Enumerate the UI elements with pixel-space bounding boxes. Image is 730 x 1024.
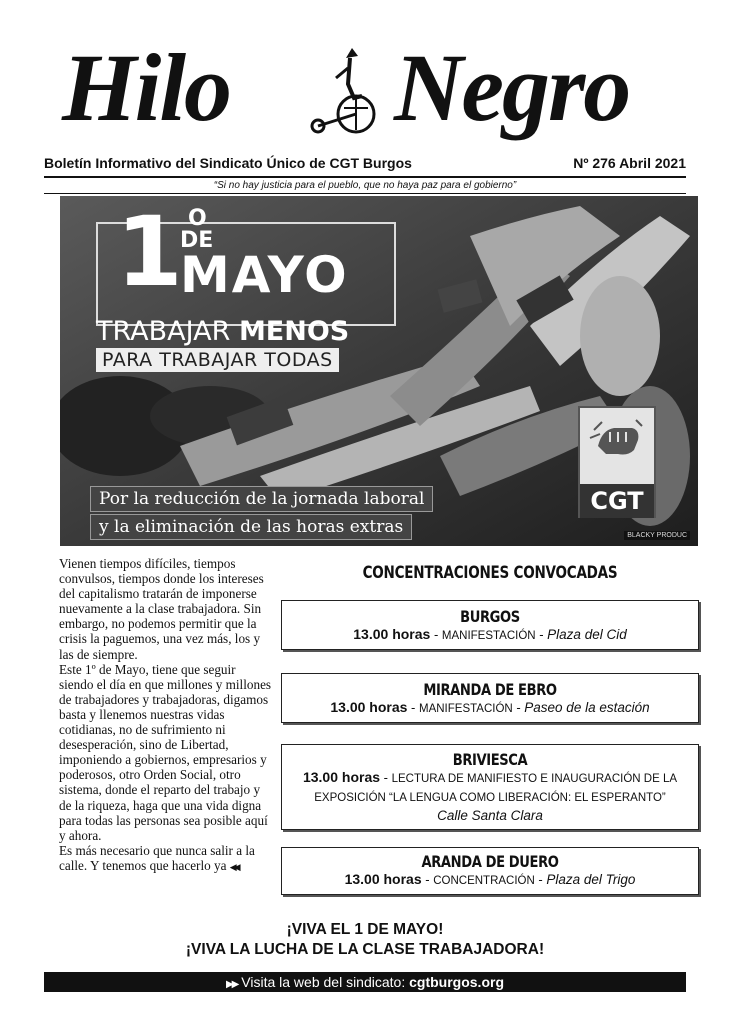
event-briviesca bbox=[281, 744, 699, 830]
event-burgos bbox=[281, 600, 699, 650]
website-link[interactable]: cgtburgos.org bbox=[409, 974, 504, 990]
event-separator: - bbox=[535, 627, 548, 642]
event-kind: CONCENTRACIÓN bbox=[433, 875, 535, 887]
event-miranda-de-ebro bbox=[281, 673, 699, 723]
event-kind: MANIFESTACIÓN bbox=[441, 630, 536, 642]
event-details-2 bbox=[282, 788, 698, 807]
poster-de: DE bbox=[180, 228, 214, 253]
event-place: Paseo de la estación bbox=[524, 700, 650, 715]
event-separator: - bbox=[421, 872, 434, 887]
event-time: 13.00 horas bbox=[330, 699, 408, 715]
masthead bbox=[40, 28, 700, 148]
event-separator: - bbox=[512, 700, 525, 715]
article-paragraph-1: Vienen tiempos difíciles, tiempos convulsos, tiempos donde los intereses del capitalismo tratarán de imponerse nuevamente a la clase trabajadora. Sin embargo, no podemos permitir que la crisis la paguemos, una vez más, los y las de siempre. bbox=[59, 556, 264, 662]
event-details bbox=[282, 769, 698, 788]
footer-bar bbox=[44, 972, 686, 992]
subheader bbox=[44, 155, 686, 177]
cgt-logo-text: CGT bbox=[580, 484, 654, 518]
event-separator: - bbox=[534, 872, 547, 887]
event-separator: - bbox=[430, 627, 442, 642]
event-city: MIRANDA DE EBRO bbox=[423, 680, 557, 699]
event-time: 13.00 horas bbox=[353, 626, 431, 642]
double-arrow-icon: ▶▶ bbox=[225, 979, 238, 990]
event-place: Plaza del Trigo bbox=[546, 872, 636, 887]
event-city: BRIVIESCA bbox=[452, 750, 528, 769]
event-kind: LECTURA DE MANIFIESTO E INAUGURACIÓN DE LA bbox=[391, 773, 678, 785]
event-place-line bbox=[282, 807, 698, 824]
footer-text: Visita la web del sindicato: bbox=[237, 974, 410, 990]
poster-caption-line1: Por la reducción de la jornada laboral bbox=[90, 486, 433, 512]
poster-slogan-sub: PARA TRABAJAR TODAS bbox=[96, 348, 339, 372]
event-kind-2: EXPOSICIÓN “LA LENGUA COMO LIBERACIÓN: EL ESPERANTO” bbox=[314, 792, 666, 804]
motto-rule bbox=[44, 193, 686, 194]
poster-slogan-light: TRABAJAR bbox=[96, 316, 231, 347]
event-details bbox=[282, 871, 698, 890]
event-time: 13.00 horas bbox=[344, 871, 422, 887]
event-details bbox=[282, 699, 698, 718]
poster-month: MAYO bbox=[180, 246, 349, 304]
end-mark-icon: ◀◀ bbox=[229, 862, 238, 873]
slogan-line-1: ¡VIVA EL 1 DE MAYO! bbox=[286, 921, 444, 938]
masthead-title-right: Negro bbox=[394, 34, 630, 141]
poster-slogan bbox=[96, 316, 349, 347]
event-place: Calle Santa Clara bbox=[437, 808, 543, 823]
event-time: 13.00 horas bbox=[302, 769, 381, 785]
bulletin-name: Boletín Informativo del Sindicato Único de CGT Burgos bbox=[44, 155, 412, 171]
anarchist-cyclist-logo-icon bbox=[302, 38, 382, 138]
issue-number: Nº 276 Abril 2021 bbox=[573, 155, 686, 171]
event-city: ARANDA DE DUERO bbox=[421, 852, 559, 871]
event-aranda-de-duero bbox=[281, 847, 699, 895]
header-rule bbox=[44, 176, 686, 178]
article bbox=[59, 556, 273, 876]
article-paragraph-3-text: Es más necesario que nunca salir a la calle. Y tenemos que hacerlo ya bbox=[59, 842, 255, 873]
event-kind: MANIFESTACIÓN bbox=[419, 703, 513, 715]
poster-slogan-bold: MENOS bbox=[238, 316, 350, 347]
concentrations-title: CONCENTRACIONES CONVOCADAS bbox=[362, 563, 618, 582]
article-paragraph-2: Este 1º de Mayo, tiene que seguir siendo el día en que millones y millones de trabajadores y trabajadoras, digamos basta y llenemos nuestras vidas cotidianas, no de sufrimiento ni desesperación, sino de Libertad, imponiendo a gobiernos, empresarios y poderosos, otro Orden Social, otro sistema, donde el reparto del trabajo y de la riqueza, haga que una vida digna para todas las personas sea posible aquí y ahora. bbox=[59, 661, 272, 843]
event-city: BURGOS bbox=[460, 607, 520, 626]
fist-icon bbox=[588, 416, 646, 464]
article-paragraph-3 bbox=[59, 843, 273, 876]
poster-credit: BLACKY PRODUC bbox=[624, 531, 690, 540]
event-place: Plaza del Cid bbox=[547, 627, 627, 642]
poster-caption-line2: y la eliminación de las horas extras bbox=[90, 514, 412, 540]
cgt-logo bbox=[578, 406, 656, 518]
closing-slogans bbox=[44, 920, 686, 960]
motto: “Si no hay justicia para el pueblo, que no haya paz para el gobierno” bbox=[213, 180, 517, 191]
may-day-poster bbox=[60, 196, 698, 546]
slogan-line-2: ¡VIVA LA LUCHA DE LA CLASE TRABAJADORA! bbox=[185, 941, 545, 958]
event-details bbox=[282, 626, 698, 645]
event-separator: - bbox=[407, 700, 419, 715]
poster-ordinal: O bbox=[188, 206, 208, 231]
masthead-title-left: Hilo bbox=[62, 34, 231, 141]
event-separator: - bbox=[380, 770, 392, 785]
poster-day-number: 1 bbox=[116, 196, 183, 308]
